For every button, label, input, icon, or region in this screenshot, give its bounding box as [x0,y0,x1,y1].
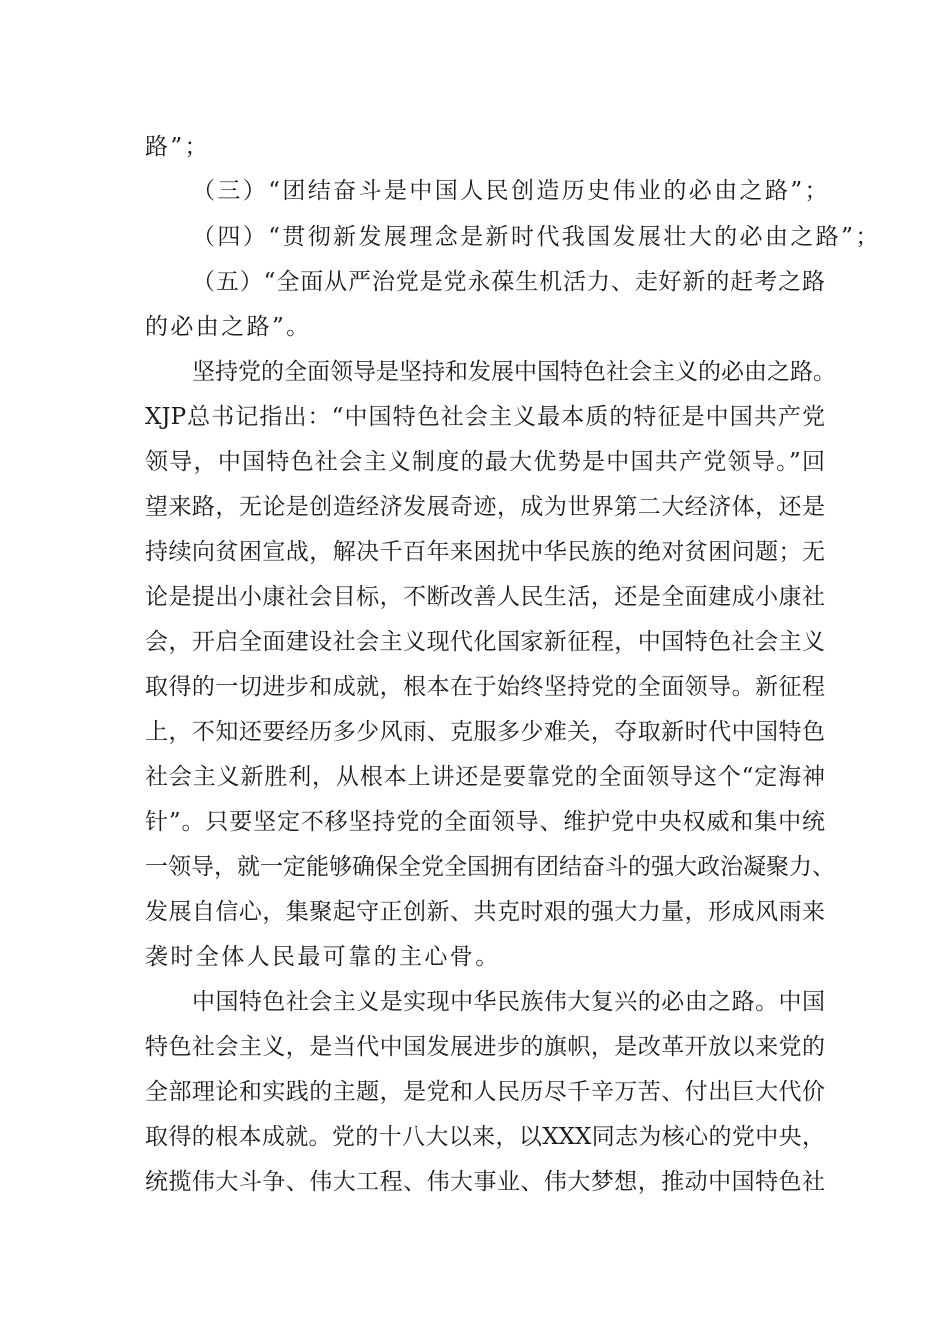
text-line: 针”。只要坚定不移坚持党的全面领导、维护党中央权威和集中统 [145,809,825,835]
text-line: 路”； [145,134,210,160]
text-line: 会，开启全面建设社会主义现代化国家新征程，中国特色社会主义 [145,629,825,655]
text-line: 社会主义新胜利，从根本上讲还是要靠党的全面领导这个“定海神 [145,764,825,790]
text-line: 取得的一切进步和成就，根本在于始终坚持党的全面领导。新征程 [145,674,825,700]
text-line: 发展自信心，集聚起守正创新、共克时艰的强大力量，形成风雨来 [145,899,825,925]
text-line: 全部理论和实践的主题，是党和人民历尽千辛万苦、付出巨大代价 [145,1079,825,1105]
text-line: （五）“全面从严治党是党永葆生机活力、走好新的赶考之路 [192,269,825,295]
text-line: （三）“团结奋斗是中国人民创造历史伟业的必由之路”； [192,178,830,204]
text-line: 中国特色社会主义是实现中华民族伟大复兴的必由之路。中国 [192,989,825,1015]
text-line: （四）“贯彻新发展理念是新时代我国发展壮大的必由之路”； [192,224,881,250]
text-line: XJP总书记指出：“中国特色社会主义最本质的特征是中国共产党 [145,404,825,430]
text-line: 的必由之路”。 [145,314,312,340]
text-line: 一领导，就一定能够确保全党全国拥有团结奋斗的强大政治凝聚力、 [145,854,835,880]
text-line: 领导，中国特色社会主义制度的最大优势是中国共产党领导。”回 [145,449,825,475]
text-line: 持续向贫困宣战，解决千百年来困扰中华民族的绝对贫困问题；无 [145,539,825,565]
text-line: 上，不知还要经历多少风雨、克服多少难关，夺取新时代中国特色 [145,719,825,745]
text-line: 统揽伟大斗争、伟大工程、伟大事业、伟大梦想，推动中国特色社 [145,1169,825,1195]
text-line: 望来路，无论是创造经济发展奇迹，成为世界第二大经济体，还是 [145,494,825,520]
text-line: 取得的根本成就。党的十八大以来，以XXX同志为核心的党中央， [145,1124,825,1150]
text-line: 特色社会主义，是当代中国发展进步的旗帜，是改革开放以来党的 [145,1034,825,1060]
text-line: 袭时全体人民最可靠的主心骨。 [145,944,501,970]
text-line: 论是提出小康社会目标，不断改善人民生活，还是全面建成小康社 [145,584,825,610]
text-line: 坚持党的全面领导是坚持和发展中国特色社会主义的必由之路。 [192,359,836,385]
